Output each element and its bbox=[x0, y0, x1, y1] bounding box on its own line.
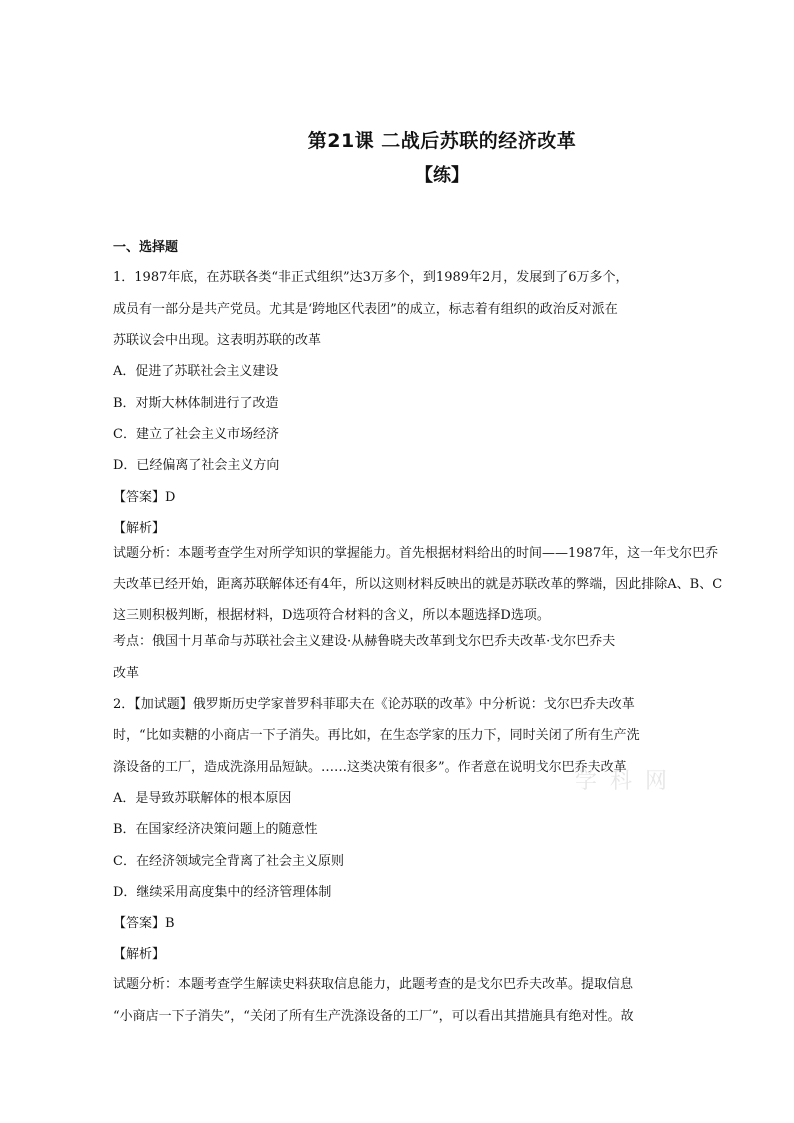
q1-analysis-label: 【解析】 bbox=[113, 521, 166, 536]
q1-analysis-line: 试题分析：本题考查学生对所学知识的掌握能力。首先根据材料给出的时间——1987年，这一年戈尔巴乔 bbox=[113, 546, 719, 561]
q1-option-c: C．建立了社会主义市场经济 bbox=[113, 427, 279, 442]
q2-option-a: A．是导致苏联解体的根本原因 bbox=[113, 791, 292, 806]
q1-kaodian-line: 改革 bbox=[113, 666, 140, 681]
watermark: 学 科 网 bbox=[575, 769, 670, 794]
q1-option-d: D．已经偏离了社会主义方向 bbox=[113, 458, 280, 473]
q2-stem-line: 涤设备的工厂，造成洗涤用品短缺。……这类决策有很多”。作者意在说明戈尔巴乔夫改革 bbox=[113, 760, 627, 775]
q2-answer: 【答案】B bbox=[113, 916, 175, 931]
q1-option-b: B．对斯大林体制进行了改造 bbox=[113, 396, 279, 411]
q1-stem-line: 苏联议会中出现。这表明苏联的改革 bbox=[113, 333, 322, 348]
q2-option-c: C．在经济领域完全背离了社会主义原则 bbox=[113, 854, 344, 869]
q1-answer: 【答案】D bbox=[113, 490, 176, 505]
page-title: 第21课 二战后苏联的经济改革 bbox=[307, 130, 577, 152]
q2-stem-line: 2．【加试题】俄罗斯历史学家普罗科菲耶夫在《论苏联的改革》中分析说：戈尔巴乔夫改革 bbox=[113, 697, 635, 712]
q1-kaodian-line: 考点：俄国十月革命与苏联社会主义建设·从赫鲁晓夫改革到戈尔巴乔夫改革·戈尔巴乔夫 bbox=[113, 634, 616, 649]
section-heading: 一、选择题 bbox=[113, 240, 179, 255]
q2-analysis-line: “小商店一下子消失”，“关闭了所有生产洗涤设备的工厂”，可以看出其措施具有绝对性。故 bbox=[113, 1009, 634, 1024]
q2-stem-line: 时，“比如卖糖的小商店一下子消失。再比如，在生态学家的压力下，同时关闭了所有生产洗 bbox=[113, 728, 640, 743]
q1-option-a: A．促进了苏联社会主义建设 bbox=[113, 364, 279, 379]
q2-analysis-line: 试题分析：本题考查学生解读史料获取信息能力，此题考查的是戈尔巴乔夫改革。提取信息 bbox=[113, 977, 634, 992]
q2-option-d: D．继续采用高度集中的经济管理体制 bbox=[113, 885, 332, 900]
q1-analysis-line: 这三则积极判断，根据材料，D选项符合材料的含义，所以本题选择D选项。 bbox=[113, 608, 550, 623]
page-subtitle: 【练】 bbox=[415, 165, 469, 186]
q2-option-b: B．在国家经济决策问题上的随意性 bbox=[113, 822, 318, 837]
q1-stem-line: 成员有一部分是共产党员。尤其是‘跨地区代表团”的成立，标志着有组织的政治反对派在 bbox=[113, 302, 618, 317]
q1-stem-line: 1．1987年底，在苏联各类“非正式组织”达3万多个，到1989年2月，发展到了6万多个， bbox=[113, 270, 629, 285]
q2-analysis-label: 【解析】 bbox=[113, 947, 166, 962]
q1-analysis-line: 夫改革已经开始，距离苏联解体还有4年，所以这则材料反映出的就是苏联改革的弊端，因此排除A、B、C bbox=[113, 577, 723, 592]
